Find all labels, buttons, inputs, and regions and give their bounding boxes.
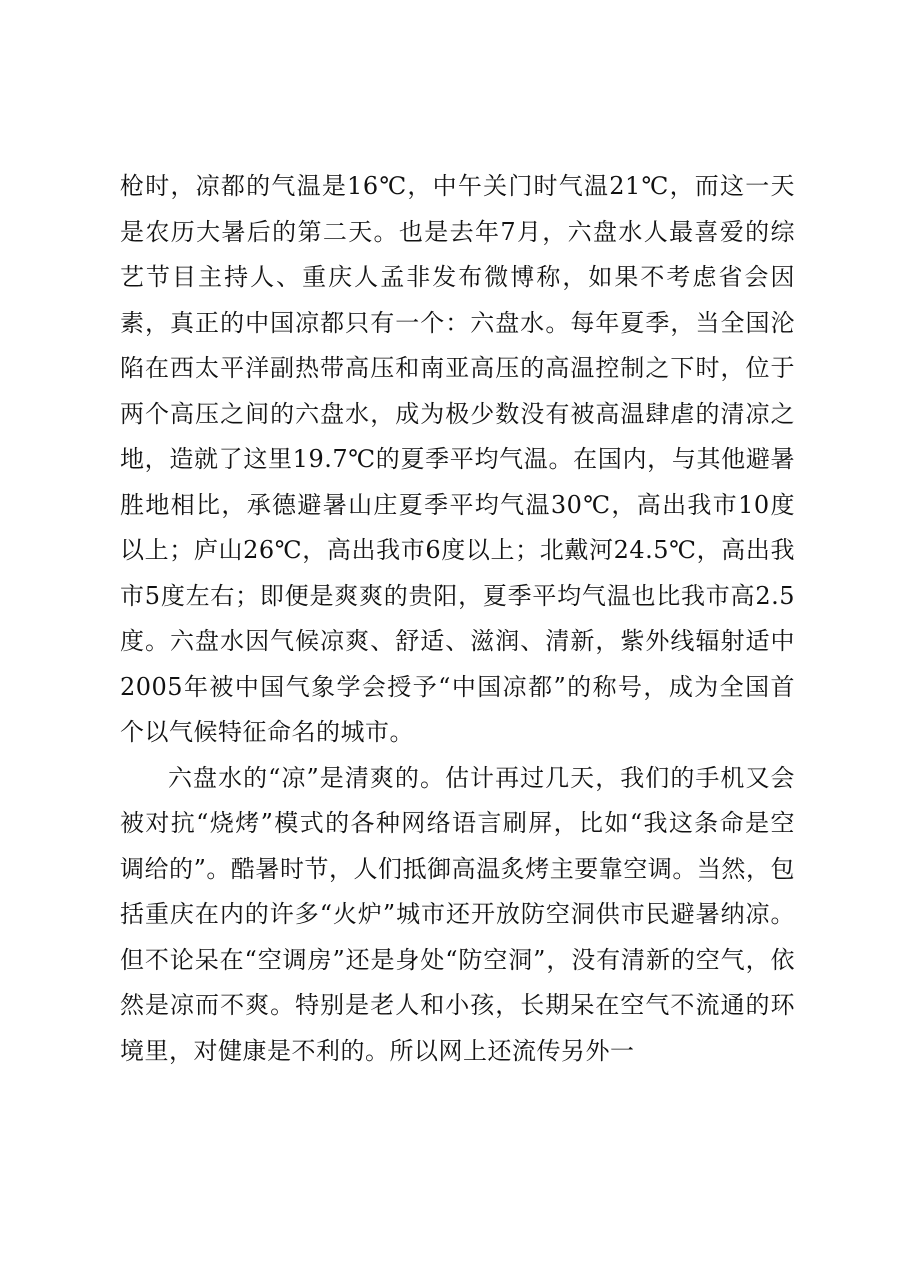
document-body: [120, 164, 795, 1074]
paragraph-2: 六盘水的“凉”是清爽的。估计再过几天，我们的手机又会被对抗“烧烤”模式的各种网络语言刷屏，比如“我这条命是空调给的”。酷暑时节，人们抵御高温炙烤主要靠空调。当然，包括重庆在内的许多“火炉”城市还开放防空洞供市民避暑纳凉。但不论呆在“空调房”还是身处“防空洞”，没有清新的空气，依然是凉而不爽。特别是老人和小孩，长期呆在空气不流通的环境里，对健康是不利的。所以网上还流传另外一: [120, 763, 795, 1065]
paragraph-1: 枪时，凉都的气温是16℃，中午关门时气温21℃，而这一天是农历大暑后的第二天。也是去年7月，六盘水人最喜爱的综艺节目主持人、重庆人孟非发布微博称，如果不考虑省会因素，真正的中国凉都只有一个：六盘水。每年夏季，当全国沦陷在西太平洋副热带高压和南亚高压的高温控制之下时，位于两个高压之间的六盘水，成为极少数没有被高温肆虐的清凉之地，造就了这里19.7℃的夏季平均气温。在国内，与其他避暑胜地相比，承德避暑山庄夏季平均气温30℃，高出我市10度以上；庐山26℃，高出我市6度以上；北戴河24.5℃，高出我市5度左右；即便是爽爽的贵阳，夏季平均气温也比我市高2.5度。六盘水因气候凉爽、舒适、滋润、清新，紫外线辐射适中2005年被中国气象学会授予“中国凉都”的称号，成为全国首个以气候特征命名的城市。: [120, 172, 795, 746]
